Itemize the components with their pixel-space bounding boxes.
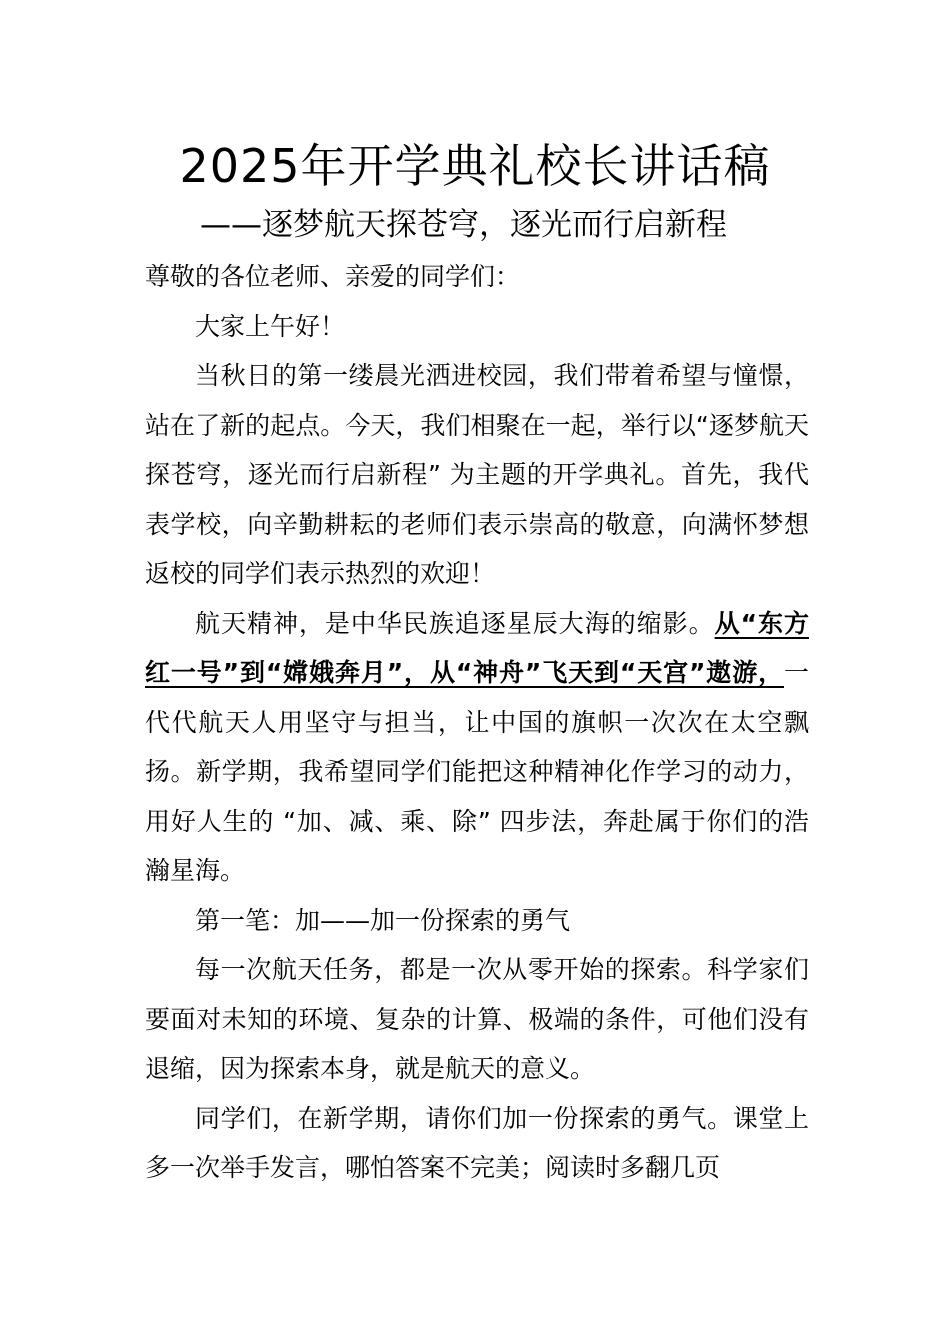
salutation: 尊敬的各位老师、亲爱的同学们： bbox=[145, 262, 521, 291]
paragraph-courage: 同学们，在新学期，请你们加一份探索的勇气。课堂上多一次举手发言，哪怕答案不完美；阅读时多翻几页 bbox=[145, 1103, 809, 1182]
paragraph-opening: 当秋日的第一缕晨光洒进校园，我们带着希望与憧憬，站在了新的起点。今天，我们相聚在一起，举行以“逐梦航天探苍穹，逐光而行启新程” 为主题的开学典礼。首先，我代表学校，向辛勤耕耘的老师们表示崇高的敬意，向满怀梦想返校的同学们表示热烈的欢迎！ bbox=[145, 361, 809, 588]
page-subtitle: ——逐梦航天探苍穹，逐光而行启新程 bbox=[200, 207, 727, 243]
paragraph-aerospace-spirit-rest: 一代代航天人用坚守与担当，让中国的旗帜一次次在太空飘扬。新学期，我希望同学们能把这种精神化作学习的动力，用好人生的 “加、减、乘、除” 四步法，奔赴属于你们的浩瀚星海。 bbox=[145, 658, 809, 885]
emphasized-milestones: 从“东方红一号”到“嫦娥奔月”，从“神舟”飞天到“天宫”遨游， bbox=[145, 608, 809, 687]
paragraph-exploration: 每一次航天任务，都是一次从零开始的探索。科学家们要面对未知的环境、复杂的计算、极端的条件，可他们没有退缩，因为探索本身，就是航天的意义。 bbox=[145, 955, 809, 1083]
document-body bbox=[145, 252, 809, 1193]
paragraph-aerospace-spirit-intro: 航天精神，是中华民族追逐星辰大海的缩影。 bbox=[195, 608, 715, 638]
section-heading-add: 第一笔：加——加一份探索的勇气 bbox=[195, 905, 571, 935]
paragraph-aerospace-spirit bbox=[145, 599, 809, 896]
page-title: 2025年开学典礼校长讲话稿 bbox=[179, 139, 771, 193]
greeting: 大家上午好！ bbox=[195, 311, 346, 341]
